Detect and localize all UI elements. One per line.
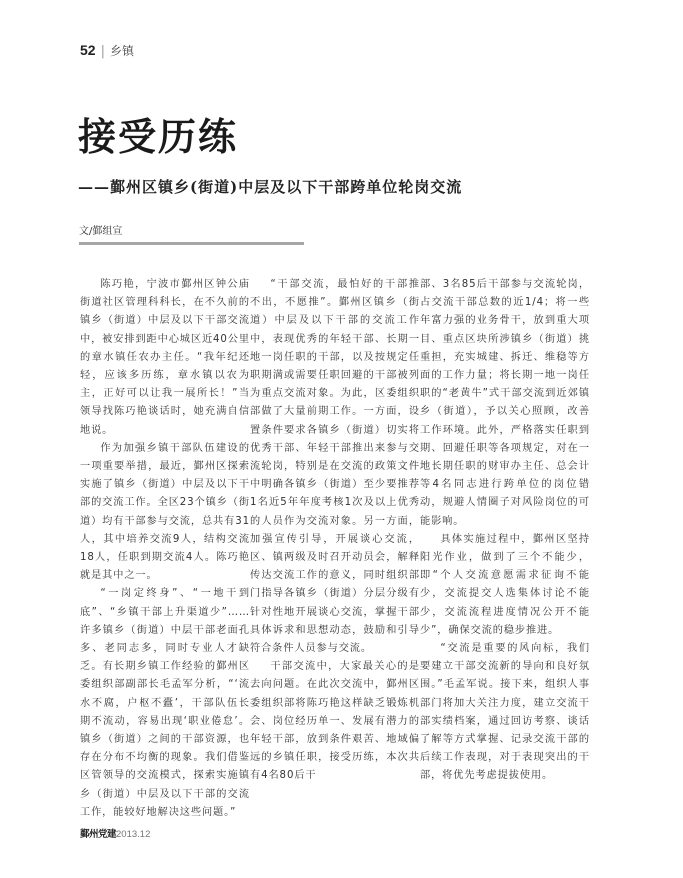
article-title: 接受历练	[78, 114, 239, 159]
text-column-3	[420, 276, 590, 786]
page-footer	[80, 826, 150, 840]
paragraph: 干部交流中，大家最关心的是去向问题。在此次交流中，鄞州区委组织部将陈巧艳这样缺乏锻炼机会、岗位经历单一、发展有潜力的年轻干部，放到条件艰苦、地域偏远的乡镇任职，接受历练，本次共有4名80后干	[250, 661, 420, 782]
text-column-1	[80, 276, 250, 822]
paragraph: “交流是重要的风向标，我们要建立干部交流新的导向和良好氛围。”毛孟军说。接下来，组织人事部门将加大关注力度，建立交流干部实绩档案，通过回访考察、谈话了解等方式掌握、记录交流干部的后续工作表现，对于表现突出的干部，将优先考虑提拔使用。	[420, 643, 590, 782]
issue-date: 2013.12	[116, 829, 151, 840]
header-separator: |	[100, 44, 105, 59]
paragraph-continued: 部、3名85后干部参与交流轮岗，占交流干部总数的近1/4；将一些年富力强的业务骨干，放到重大项目、重点区块所涉镇乡（街道）挑重担，充实城建、拆迁、维稳等方面的工作力量；将长期一地一岗任职的“老黄牛”式干部交流到近郊镇乡（街道），予以关心照顾，改善工作环境。此外，严格落实任职到期、回避任职等各项规定，对在一地长期任职的财审办主任、总会计等4名同志进行跨单位的岗位错动，规避人情圈子对风险岗位的可能影响。	[420, 279, 590, 527]
page-number: 52	[80, 42, 96, 58]
magazine-logo: 鄞州党建	[80, 829, 117, 840]
paragraph: “干部交流，最怕好的干部推不出，不愿推”。鄞州区镇乡（街道）中层及以下干部的交流工作中，表现优秀的年轻干部、长期一地一岗任职的干部，以及按规定任职期满或需要任职回避的干部被列为重点交流对象。为此，区委组织部做了大量前期工作。一方面，设置条件要求各镇乡（街道）切实将优秀干部、年轻干部推出来参与交流轮岗，特别是在交流的政策文件中明确各镇乡（街道）至少要推荐1名近5年年度考核1次及以上优秀的人员作为交流对象。另一方面，加强宣传引导，开展谈心交流，区、镇两级及时召开动员会，解释传达交流工作的意义，同时组织部门指导各镇乡（街道）分层分级有针对性地开展谈心交流，掌握干部具体诉求和思想动态，鼓励和引导符合条件人员参与交流。	[250, 279, 420, 655]
paragraph: 作为加强乡镇干部队伍建设的一项重要举措，最近，鄞州区探索实施了镇乡（街道）中层及以下干部的交流工作。全区23个镇乡（街道）均有干部参与交流，总共有31人，其中培养交流9人，结构交流18人，任职到期交流4人。陈巧艳就是其中之一。	[80, 442, 250, 582]
paragraph: 陈巧艳，宁波市鄞州区钟公庙街道社区管理科科长，在不久前的镇乡（街道）中层及以下干部交流中，被安排到距中心城区近40公里的章水镇任农办主任。“我年纪还轻，应该多历练，章水镇以农为主，正好可以让我一展所长！”当领导找陈巧艳谈话时，她充满自信地说。	[80, 279, 250, 436]
article-subtitle: ——鄞州区镇乡(街道)中层及以下干部跨单位轮岗交流	[78, 178, 463, 196]
title-divider	[79, 242, 304, 245]
article-byline: 文/鄞组宣	[79, 226, 123, 237]
text-column-2	[250, 276, 420, 786]
section-label: 乡镇	[109, 44, 134, 58]
paragraph: “一岗定终身”、“一地干到底”、“乡镇干部上升渠道少”……许多镇乡（街道）中层干部老面孔多、老同志多，同时专业人才缺乏。有长期乡镇工作经验的鄞州区委组织部副部长毛孟军分析，“‘流水不腐，户枢不蠹’，干部队伍长期不流动，容易出现‘职业倦怠’。镇乡（街道）之间的干部资源，也存在分布不均衡的现象。我们借鉴区管领导的交流模式，探索实施镇乡（街道）中层及以下干部的交流工作，能较好地解决这些问题。”	[80, 588, 250, 818]
paragraph: 具体实施过程中，鄞州区坚持阳光作业，做到了三个不能少，即“个人交流意愿需求征询不能少，交流提交人选集体讨论不能少，交流流程进度情况公开不能少”，确保交流的稳步推进。	[420, 533, 590, 636]
page-header	[80, 42, 134, 59]
